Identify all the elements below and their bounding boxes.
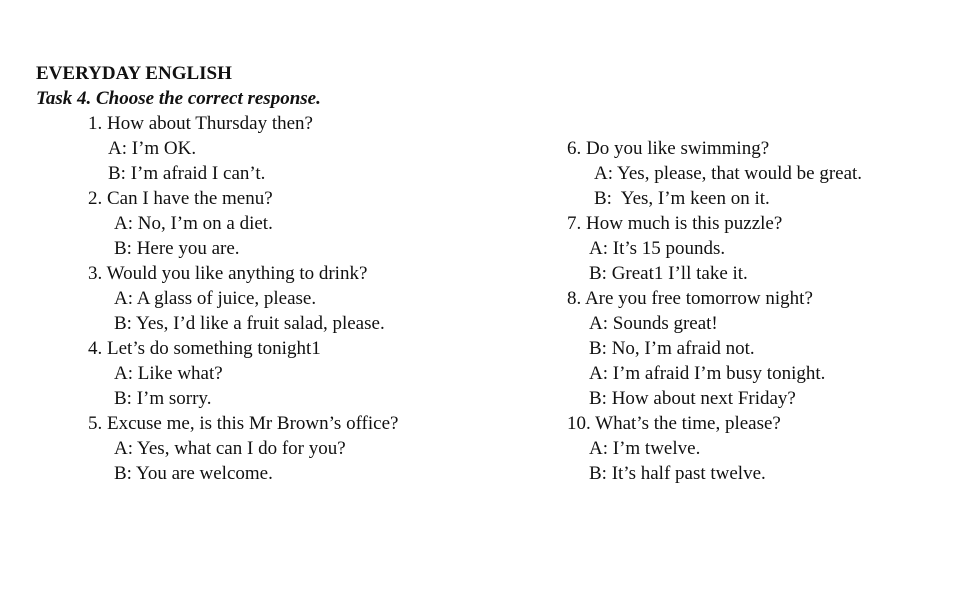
option-10a: A: I’m twelve. [589, 438, 701, 459]
option-10b: B: It’s half past twelve. [589, 463, 766, 484]
option-8a: A: Sounds great! [589, 313, 718, 334]
section-title: EVERYDAY ENGLISH [36, 63, 232, 84]
option-3a: A: A glass of juice, please. [114, 288, 317, 309]
question-5: 5. Excuse me, is this Mr Brown’s office? [88, 413, 399, 434]
option-6a: A: Yes, please, that would be great. [594, 163, 863, 184]
question-2: 2. Can I have the menu? [88, 188, 273, 209]
option-3b: B: Yes, I’d like a fruit salad, please. [114, 313, 385, 334]
option-8c: A: I’m afraid I’m busy tonight. [589, 363, 826, 384]
option-2a: A: No, I’m on a diet. [114, 213, 273, 234]
option-6b: B: Yes, I’m keen on it. [594, 188, 770, 209]
option-5b: B: You are welcome. [114, 463, 273, 484]
option-7b: B: Great1 I’ll take it. [589, 263, 748, 284]
question-7: 7. How much is this puzzle? [567, 213, 783, 234]
task-instruction: Task 4. Choose the correct response. [36, 88, 321, 109]
option-1b: B: I’m afraid I can’t. [108, 163, 266, 184]
option-2b: B: Here you are. [114, 238, 240, 259]
question-3: 3. Would you like anything to drink? [88, 263, 368, 284]
question-8: 8. Are you free tomorrow night? [567, 288, 813, 309]
question-4: 4. Let’s do something tonight1 [88, 338, 321, 359]
question-10: 10. What’s the time, please? [567, 413, 781, 434]
option-8b: B: No, I’m afraid not. [589, 338, 755, 359]
option-5a: A: Yes, what can I do for you? [114, 438, 346, 459]
option-4a: A: Like what? [114, 363, 223, 384]
option-1a: A: I’m OK. [108, 138, 197, 159]
question-1: 1. How about Thursday then? [88, 113, 313, 134]
question-6: 6. Do you like swimming? [567, 138, 770, 159]
option-4b: B: I’m sorry. [114, 388, 212, 409]
option-7a: A: It’s 15 pounds. [589, 238, 726, 259]
option-8d: B: How about next Friday? [589, 388, 796, 409]
